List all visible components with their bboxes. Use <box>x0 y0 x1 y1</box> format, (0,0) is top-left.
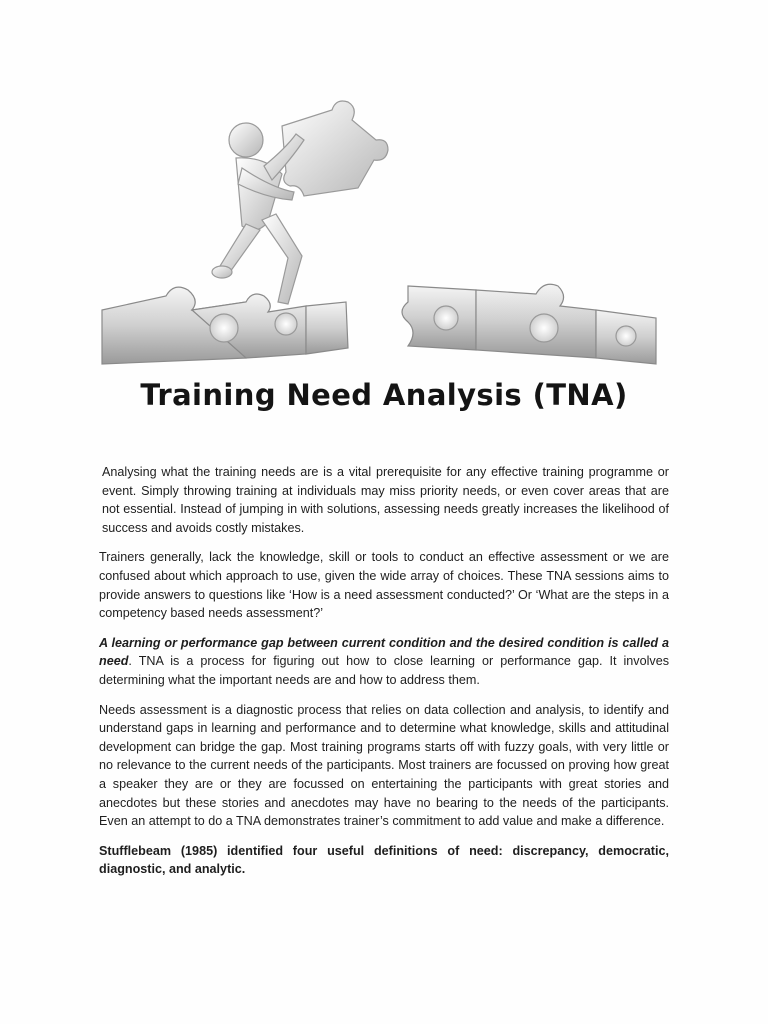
document-body <box>99 463 669 890</box>
illustration-graphic <box>96 96 662 368</box>
figure-carrying-piece <box>212 101 388 304</box>
paragraph-trainers: Trainers generally, lack the knowledge, skill or tools to conduct an effective assessment or we are confused about which approach to use, given the wide array of choices. These TNA sessions aims to provide answers to questions like ‘How is a need assessment conducted?’ Or ‘What are the steps in a competency based needs assessment?’ <box>99 550 669 621</box>
need-definition-emphasis: A learning or performance gap between current condition and the desired condition is called a need <box>99 635 669 669</box>
paragraph-needs-assessment: Needs assessment is a diagnostic process that relies on data collection and analysis, to identify and understand gaps in learning and performance and to determine what knowledge, skills and attitudinal development can bridge the gap. Most training programs starts off with fuzzy goals, with very little or no relevance to the current needs of the participants. Most trainers are focussed on proving how great a speaker they are or they are focussed on entertaining the participants with great stories and anecdotes but these stories and anecdotes may have no bearing to the needs of the participants. Even an attempt to do a TNA demonstrates trainer’s commitment to add value and make a difference. <box>99 702 669 829</box>
need-definition-text: . TNA is a process for figuring out how to close learning or performance gap. It involves determining what the important needs are and how to address them. <box>99 654 669 687</box>
right-puzzle-bridge <box>402 284 656 364</box>
document-title: Training Need Analysis (TNA) <box>140 378 628 412</box>
paragraph-stufflebeam: Stufflebeam (1985) identified four useful definitions of need: discrepancy, democratic, diagnostic, and analytic. <box>99 843 669 877</box>
paragraph-intro: Analysing what the training needs are is a vital prerequisite for any effective training programme or event. Simply throwing training at individuals may miss priority needs, or even cover areas that are not essential. Instead of jumping in with solutions, assessing needs greatly increases the likelihood of success and avoids costly mistakes. <box>102 465 669 535</box>
paragraph-need-definition <box>99 634 669 690</box>
left-puzzle-bridge <box>102 287 348 364</box>
puzzle-bridge-figure-illustration <box>96 96 662 368</box>
